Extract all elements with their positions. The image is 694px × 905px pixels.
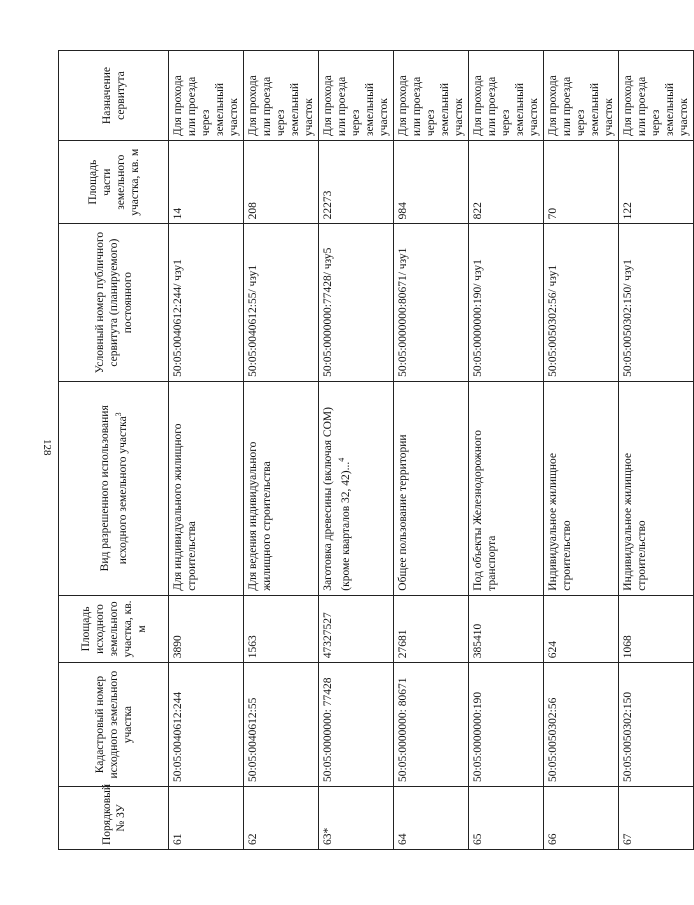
cell-use-text: Индивидуальное жилищное строительство xyxy=(547,452,573,591)
cell-num: 62 xyxy=(244,786,319,849)
cell-cadastral: 50:05:0000000: 77428 xyxy=(319,663,394,787)
cell-use xyxy=(619,381,694,595)
table-row xyxy=(619,51,694,850)
cell-part-area: 70 xyxy=(544,141,619,224)
cell-area: 1563 xyxy=(244,595,319,663)
table-row xyxy=(244,51,319,850)
header-use-text: Вид разрешенного использования исходного земельного участка xyxy=(98,405,129,572)
cell-use xyxy=(394,381,469,595)
cell-part-area: 122 xyxy=(619,141,694,224)
cell-use-text: Под объекты Железнодорожного транспорта xyxy=(472,430,498,591)
page-number: 128 xyxy=(41,439,53,456)
cell-purpose: Для прохода или проезда через земельный участок xyxy=(319,51,394,141)
cell-area: 385410 xyxy=(469,595,544,663)
cell-servitude: 50:05:0040612:55/ чзу1 xyxy=(244,224,319,382)
cell-use-text: Заготовка древесины (включая СОМ) (кроме кварталов 32, 42)... xyxy=(322,407,352,591)
servitude-table xyxy=(58,50,694,850)
cell-use-text: Индивидуальное жилищное строительство xyxy=(622,452,648,591)
table-row xyxy=(394,51,469,850)
cell-part-area: 14 xyxy=(169,141,244,224)
cell-cadastral: 50:05:0050302:56 xyxy=(544,663,619,787)
table-row xyxy=(469,51,544,850)
servitude-table-container xyxy=(58,50,690,850)
cell-num: 64 xyxy=(394,786,469,849)
cell-num: 63* xyxy=(319,786,394,849)
cell-servitude: 50:05:0000000:77428/ чзу5 xyxy=(319,224,394,382)
cell-use xyxy=(469,381,544,595)
cell-use xyxy=(319,381,394,595)
table-row xyxy=(544,51,619,850)
cell-part-area: 22273 xyxy=(319,141,394,224)
cell-purpose: Для прохода или проезда через земельный участок xyxy=(169,51,244,141)
cell-cadastral: 50:05:0000000:190 xyxy=(469,663,544,787)
cell-use-text: Для ведения индивидуального жилищного строительства xyxy=(247,441,273,591)
header-use xyxy=(59,381,169,595)
header-cadastral: Кадастровый номер исходного земельного участка xyxy=(59,663,169,787)
header-use-footnote: 3 xyxy=(113,412,123,417)
cell-purpose: Для прохода или проезда через земельный участок xyxy=(619,51,694,141)
cell-servitude: 50:05:0050302:56/ чзу1 xyxy=(544,224,619,382)
header-servitude: Условный номер публичного сервитута (планируемого) постоянного xyxy=(59,224,169,382)
header-part-area: Площадь части земельного участка, кв. м xyxy=(59,141,169,224)
cell-area: 47327527 xyxy=(319,595,394,663)
cell-num: 65 xyxy=(469,786,544,849)
cell-cadastral: 50:05:0000000: 80671 xyxy=(394,663,469,787)
cell-num: 67 xyxy=(619,786,694,849)
header-area: Площадь исходного земельного участка, кв. м xyxy=(59,595,169,663)
cell-area: 3890 xyxy=(169,595,244,663)
cell-servitude: 50:05:0050302:150/ чзу1 xyxy=(619,224,694,382)
cell-use xyxy=(544,381,619,595)
cell-purpose: Для прохода или проезда через земельный участок xyxy=(544,51,619,141)
cell-num: 66 xyxy=(544,786,619,849)
header-purpose: Назначение сервитута xyxy=(59,51,169,141)
header-num: Порядковый № ЗУ xyxy=(59,786,169,849)
cell-cadastral: 50:05:0040612:244 xyxy=(169,663,244,787)
cell-use-footnote: 4 xyxy=(337,457,346,462)
cell-area: 1068 xyxy=(619,595,694,663)
cell-servitude: 50:05:0040612:244/ чзу1 xyxy=(169,224,244,382)
cell-area: 27681 xyxy=(394,595,469,663)
cell-use xyxy=(244,381,319,595)
cell-use xyxy=(169,381,244,595)
cell-servitude: 50:05:0000000:190/ чзу1 xyxy=(469,224,544,382)
cell-part-area: 208 xyxy=(244,141,319,224)
cell-purpose: Для прохода или проезда через земельный участок xyxy=(469,51,544,141)
cell-part-area: 984 xyxy=(394,141,469,224)
cell-purpose: Для прохода или проезда через земельный участок xyxy=(394,51,469,141)
cell-cadastral: 50:05:0050302:150 xyxy=(619,663,694,787)
cell-use-text: Общее пользование территории xyxy=(397,434,409,591)
cell-use-text: Для индивидуального жилищного строительства xyxy=(172,423,198,591)
cell-area: 624 xyxy=(544,595,619,663)
cell-num: 61 xyxy=(169,786,244,849)
cell-part-area: 822 xyxy=(469,141,544,224)
cell-purpose: Для прохода или проезда через земельный участок xyxy=(244,51,319,141)
table-row xyxy=(169,51,244,850)
table-row xyxy=(319,51,394,850)
cell-servitude: 50:05:0000000:80671/ чзу1 xyxy=(394,224,469,382)
table-header-row xyxy=(59,51,169,850)
cell-cadastral: 50:05:0040612:55 xyxy=(244,663,319,787)
